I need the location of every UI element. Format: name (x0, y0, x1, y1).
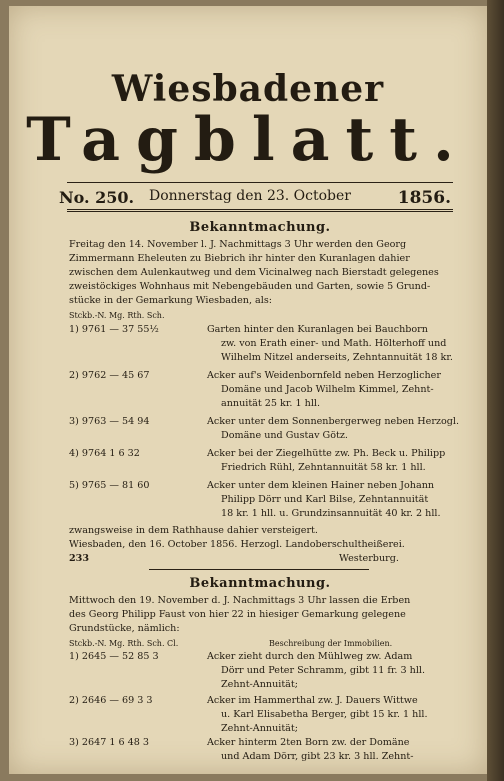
notice1-entry-number: 4) 9764 1 6 32 (69, 448, 140, 459)
notice2-entry-text: Dörr und Peter Schramm, gibt 11 fr. 3 hll. (221, 665, 426, 676)
notice1-entry-text: Acker bei der Ziegelhütte zw. Ph. Beck u. Philipp (207, 448, 446, 459)
notice1-signature: Westerburg. (339, 553, 399, 564)
notice-separator (149, 569, 369, 570)
issue-number: No. 250. (59, 188, 135, 207)
notice2-columns-description: Beschreibung der Immobilien. (269, 639, 393, 648)
notice1-entry-text: Acker unter dem kleinen Hainer neben Johann (207, 480, 435, 491)
notice1-entry-text: Domäne und Jacob Wilhelm Kimmel, Zehnt- (221, 384, 434, 395)
notice2-entry-number: 2) 2646 — 69 3 3 (69, 695, 153, 706)
notice1-entry-number: 5) 9765 — 81 60 (69, 480, 150, 491)
notice1-entry-text: zw. von Erath einer- und Math. Hölterhoff und (221, 338, 447, 349)
notice1-heading: Bekanntmachung. (189, 220, 331, 235)
notice1-entry-text: Friedrich Rühl, Zehntannuität 58 kr. 1 hll. (221, 462, 426, 473)
notice2-intro-line: Grundstücke, nämlich: (69, 623, 180, 634)
issue-rule-bottom (67, 209, 453, 212)
notice1-number: 233 (69, 553, 90, 564)
notice2-intro-line: Mittwoch den 19. November d. J. Nachmittags 3 Uhr lassen die Erben (69, 595, 411, 606)
notice1-entry-number: 2) 9762 — 45 67 (69, 370, 150, 381)
notice1-intro-line: stücke in der Gemarkung Wiesbaden, als: (69, 295, 272, 306)
notice2-entry-text: Acker hinterm 2ten Born zw. der Domäne (207, 737, 410, 748)
notice2-heading: Bekanntmachung. (189, 576, 331, 591)
notice1-intro-line: Zimmermann Eheleuten zu Biebrich ihr hinter den Kuranlagen dahier (69, 253, 410, 264)
notice1-closing: zwangsweise in dem Rathhause dahier versteigert. (69, 525, 318, 536)
issue-date: Donnerstag den 23. October (149, 188, 351, 204)
issue-year: 1856. (397, 188, 451, 208)
newspaper-page (9, 6, 487, 774)
notice1-entry-text: 18 kr. 1 hll. u. Grundzinsannuität 40 kr. 2 hll. (221, 508, 441, 519)
notice1-intro-line: zweistöckiges Wohnhaus mit Nebengebäuden und Garten, sowie 5 Grund- (69, 281, 431, 292)
notice2-intro-line: des Georg Philipp Faust von hier 22 in hiesiger Gemarkung gelegene (69, 609, 406, 620)
notice1-entry-text: Garten hinter den Kuranlagen bei Bauchborn (207, 324, 428, 335)
issue-rule-top (67, 182, 453, 183)
notice2-entry-text: Acker im Hammerthal zw. J. Dauers Wittwe (207, 695, 418, 706)
notice2-entry-number: 3) 2647 1 6 48 3 (69, 737, 150, 748)
notice2-entry-text: Acker zieht durch den Mühlweg zw. Adam (207, 651, 413, 662)
book-spine (487, 0, 504, 781)
notice2-entry-text: und Adam Dörr, gibt 23 kr. 3 hll. Zehnt- (221, 751, 414, 762)
notice1-entry-number: 1) 9761 — 37 55½ (69, 324, 159, 335)
notice1-intro-line: zwischen dem Aulenkautweg und dem Vicinalweg nach Bierstadt gelegenes (69, 267, 439, 278)
notice1-entry-text: Wilhelm Nitzel anderseits, Zehntannuität 18 kr. (221, 352, 453, 363)
notice1-entry-number: 3) 9763 — 54 94 (69, 416, 150, 427)
notice1-intro-line: Freitag den 14. November l. J. Nachmittags 3 Uhr werden den Georg (69, 239, 407, 250)
notice2-entry-number: 1) 2645 — 52 85 3 (69, 651, 159, 662)
notice1-entry-text: Acker auf's Weidenbornfeld neben Herzoglicher (207, 370, 441, 381)
notice2-entry-text: u. Karl Elisabetha Berger, gibt 15 kr. 1 hll. (221, 709, 428, 720)
notice1-entry-text: Philipp Dörr und Karl Bilse, Zehntannuität (221, 494, 429, 505)
notice1-entry-text: annuität 25 kr. 1 hll. (221, 398, 321, 409)
notice1-entry-text: Domäne und Gustav Götz. (221, 430, 348, 441)
notice1-entry-text: Acker unter dem Sonnenbergerweg neben Herzogl. (207, 416, 459, 427)
notice2-entry-text: Zehnt-Annuität; (221, 723, 298, 734)
masthead-title-line2: Tagblatt. (26, 105, 470, 175)
notice2-columns: Stckb.-N. Mg. Rth. Sch. Cl. (69, 639, 179, 648)
notice1-closing: Wiesbaden, den 16. October 1856. Herzogl. Landoberschultheißerei. (69, 539, 405, 550)
notice2-entry-text: Zehnt-Annuität; (221, 679, 298, 690)
notice1-columns: Stckb.-N. Mg. Rth. Sch. (69, 311, 165, 320)
masthead-title-line1: Wiesbadener (111, 68, 385, 110)
